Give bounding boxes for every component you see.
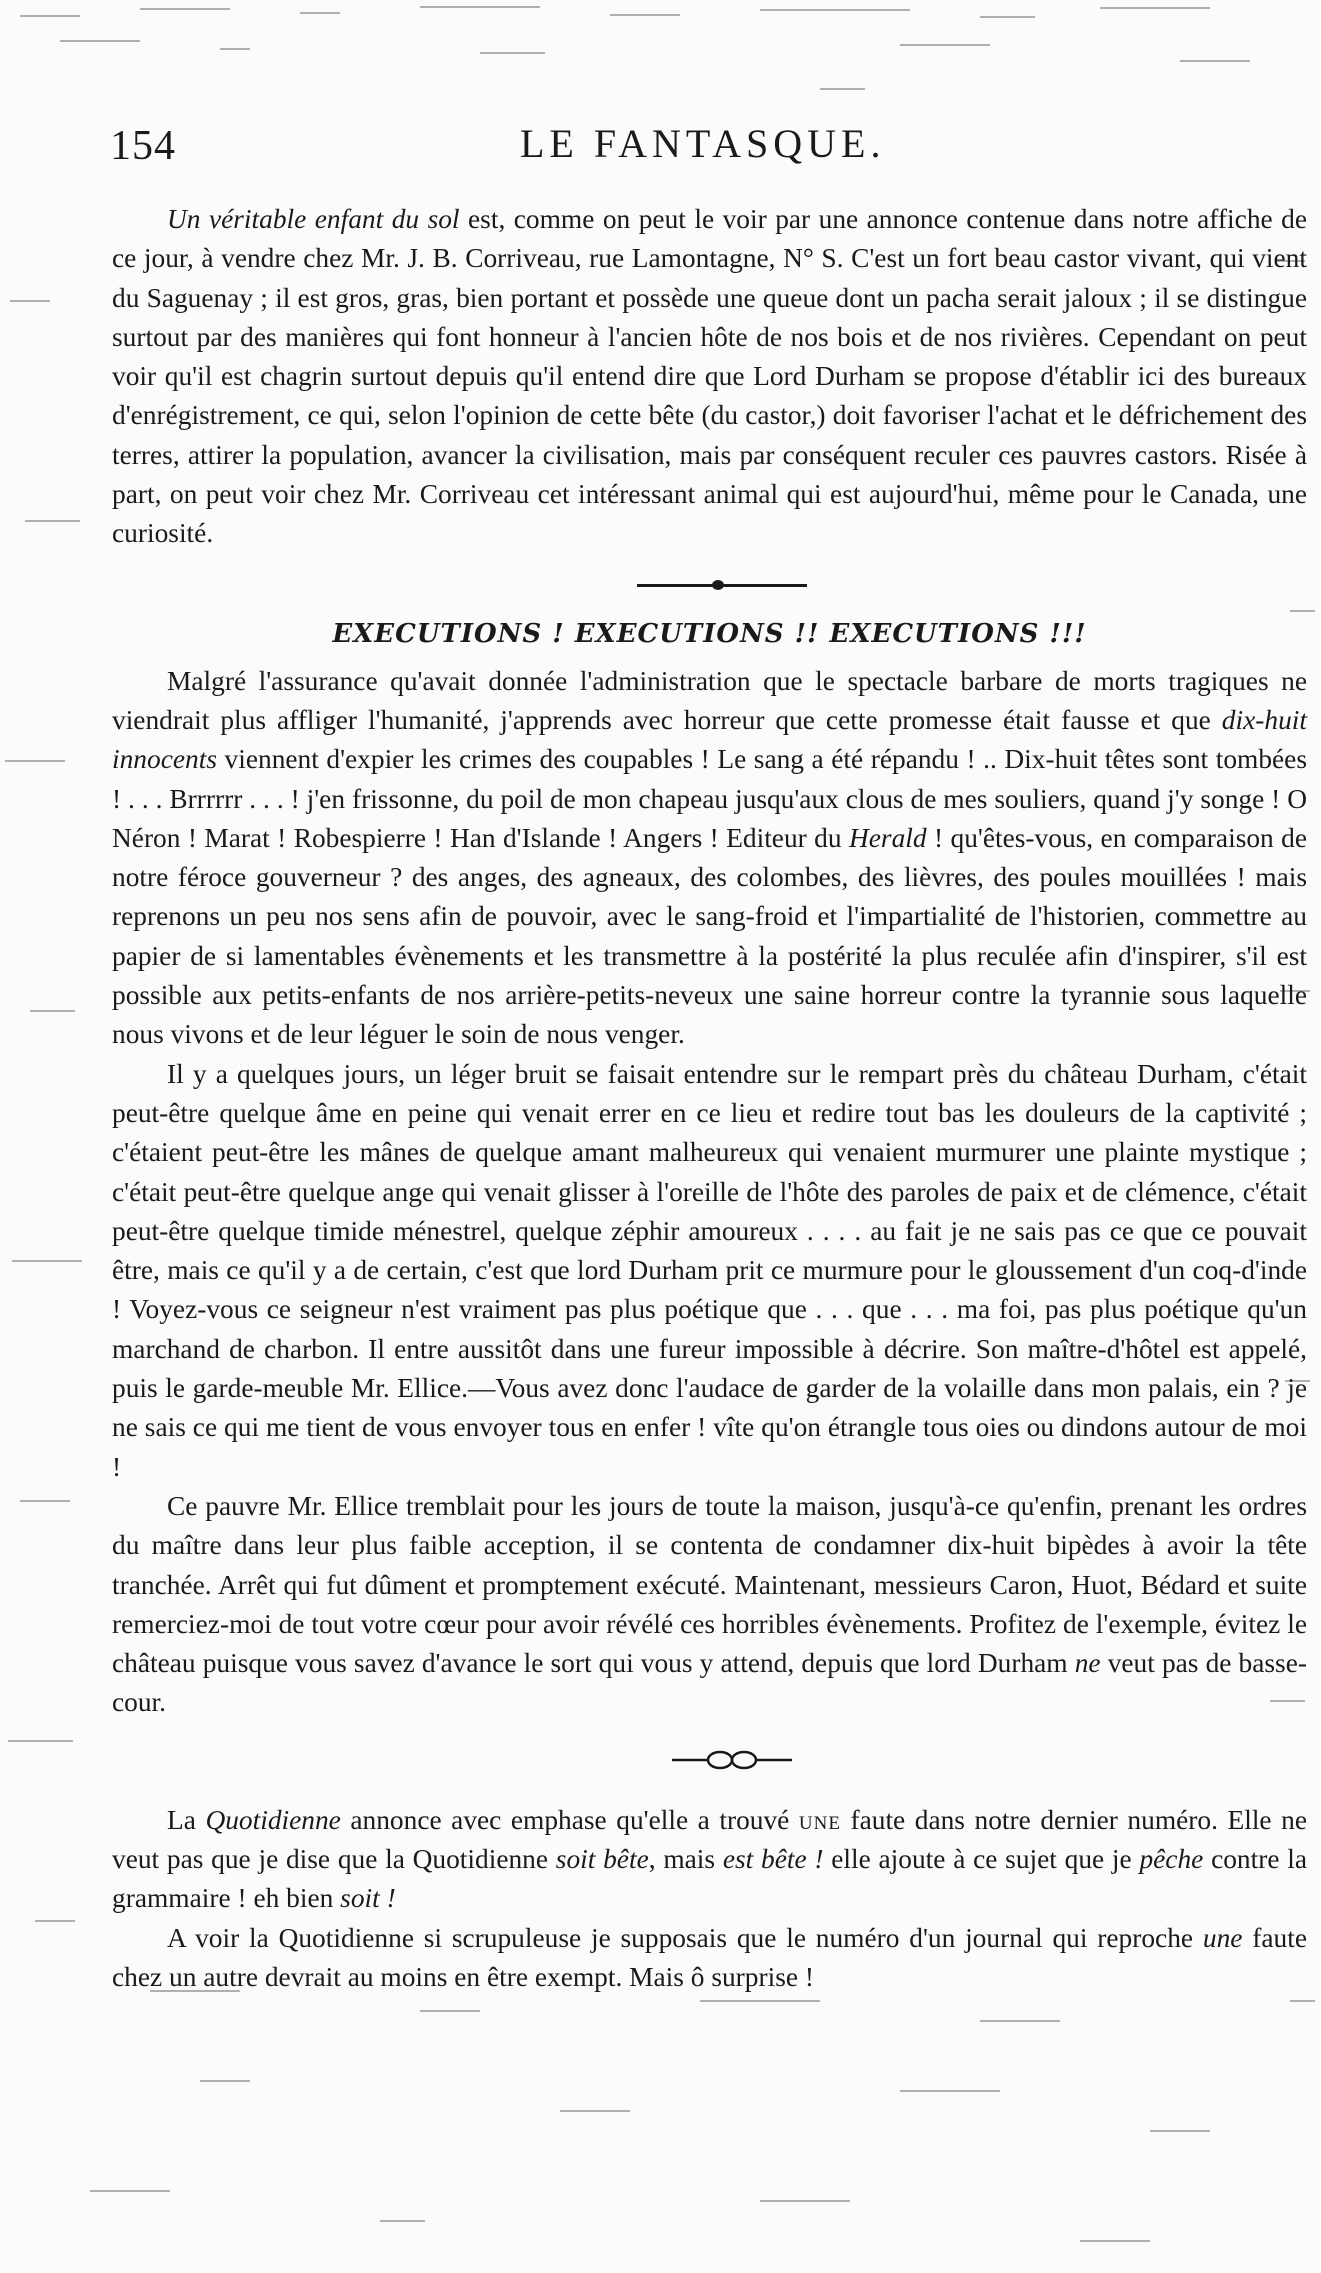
text-run: faute chez un autre devrait au moins en être exempt. Mais ô surprise ! (112, 1922, 1307, 1992)
executions-heading: EXECUTIONS ! EXECUTIONS !! EXECUTIONS !!! (332, 618, 1087, 649)
quotidienne-paragraph-1 (112, 1801, 1307, 1919)
emphasis-run: dix-huit innocents (112, 704, 1307, 775)
text-run: A voir la Quotidienne si scrupuleuse je supposais que le numéro d'un journal qui reproche (167, 1922, 1203, 1953)
emphasis-run: pêche (1139, 1843, 1204, 1874)
small-caps-run: une (798, 1804, 841, 1835)
text-run: Malgré l'assurance qu'avait donnée l'administration que le spectacle barbare de morts tragiques ne viendrait plus affliger l'humanité, j'apprends avec horreur que cette promesse était fausse et que (112, 665, 1307, 735)
text-run: elle ajoute à ce sujet que je (823, 1843, 1140, 1874)
text-run: ! qu'êtes-vous, en comparaison de notre féroce gouverneur ? des anges, des agneaux, des colombes, des lièvres, des poules mouillées ! mais reprenons un peu nos sens afin de pouvoir, avec le sang-froid et l'impartialité de l'historien, commettre au papier de si lamentables évènements et les transmettre à la postérité la plus reculée afin d'inspirer, s'il est possible aux petits-enfants de nos arrière-petits-neveux une saine horreur contre la tyrannie sous laquelle nous vivons et de leur léguer le soin de nous venger. (112, 822, 1307, 1050)
emphasis-run: Quotidienne (205, 1804, 341, 1835)
text-run: La (167, 1804, 206, 1835)
emphasis-run: soit bête (555, 1843, 649, 1874)
page-header (110, 120, 1220, 170)
text-run: contre la grammaire ! eh bien (112, 1843, 1308, 1914)
executions-paragraph-3 (112, 1487, 1307, 1723)
herald-title: Herald (848, 822, 927, 853)
article-castor-lead: Un véritable enfant du sol (167, 204, 460, 234)
executions-paragraph-2: Il y a quelques jours, un léger bruit se faisait entendre sur le rempart près du château Durham, c'était peut-être quelque âme en peine qui venait errer en ce lieu et redire tout bas les douleurs de la captivité ; c'étaient peut-être les mânes de quelque amant malheureux qui venaient murmurer une plainte mystique ; c'était peut-être quelque ange qui venait glisser à l'oreille de l'hôte des paroles de paix et de clémence, c'était peut-être quelque timide ménestrel, quelque zéphir amoureux . . . . au fait je ne sais pas ce que ce pouvait être, mais ce qu'il y a de certain, c'est que lord Durham prit ce murmure pour le gloussement d'un coq-d'inde ! Voyez-vous ce seigneur n'est vraiment pas plus poétique que . . . que . . . ma foi, pas plus poétique qu'un marchand de charbon. Il entre aussitôt dans une fureur impossible à décrire. Son maître-d'hôtel est appelé, puis le garde-meuble Mr. Ellice.—Vous avez donc l'audace de garder de la volaille dans mon palais, ein ? je ne sais ce qui me tient de vous envoyer tous en enfer ! vîte qu'on étrangle tous oies ou dindons autour de moi ! (112, 1058, 1307, 1482)
emphasis-run: soit ! (340, 1883, 396, 1914)
quotidienne-paragraph-2 (112, 1919, 1307, 1998)
article-castor-paragraph (112, 200, 1307, 554)
text-run: veut pas de basse-cour. (112, 1648, 1307, 1718)
running-title: LE FANTASQUE. (520, 121, 886, 166)
section-divider-line (112, 554, 1307, 616)
page-body (112, 200, 1307, 1997)
article-castor-text: est, comme on peut le voir par une annonce contenue dans notre affiche de ce jour, à vendre chez Mr. J. B. Corriveau, rue Lamontagne, N° S. C'est un fort beau castor vivant, qui vient du Saguenay ; il est gros, gras, bien portant et possède une queue dont un pacha serait jaloux ; il se distingue surtout par des manières qui font honneur à l'ancien hôte de nos bois et de nos rivières. Cependant on peut voir qu'il est chagrin surtout depuis qu'il entend dire que Lord Durham se propose d'établir ici des bureaux d'enrégistrement, ce qui, selon l'opinion de cette bête (du castor,) doit favoriser l'achat et le défrichement des terres, attirer la population, avancer la civilisation, mais par conséquent reculer ces pauvres castors. Risée à part, on peut voir chez Mr. Corriveau cet intéressant animal qui est aujourd'hui, même pour le Canada, une curiosité. (112, 204, 1307, 549)
text-run: faute dans notre dernier numéro. Elle ne veut pas que je dise que la Quotidienne (112, 1804, 1307, 1874)
text-run: Ce pauvre Mr. Ellice tremblait pour les jours de toute la maison, jusqu'à-ce qu'enfin, prenant les ordres du maître dans leur plus faible acception, il se contenta de condamner dix-huit bipèdes à avoir la tête tranchée. Arrêt qui fut dûment et promptement exécuté. Maintenant, messieurs Caron, Huot, Bédard et suite remerciez-moi de tout votre cœur pour avoir révélé ces horribles évènements. Profitez de l'exemple, évitez le château puisque vous savez d'avance le sort qui vous y attend, depuis que lord Durham (112, 1490, 1307, 1679)
section-divider-ornament (112, 1723, 1307, 1801)
emphasis-run: ne (1074, 1648, 1101, 1679)
ornament-icon (672, 1745, 792, 1775)
emphasis-run: une (1202, 1922, 1243, 1953)
text-run: viennent d'expier les crimes des coupables ! Le sang a été répandu ! .. Dix-huit têtes sont tombées ! . . . Brrrrrr . . . ! j'en frissonne, du poil de mon chapeau jusqu'aux clous de mes souliers, quand j'y songe ! O Néron ! Marat ! Robespierre ! Han d'Islande ! Angers ! Editeur du (112, 744, 1307, 853)
executions-paragraph-1 (112, 662, 1307, 1055)
text-run: , mais (648, 1843, 723, 1874)
text-run: annonce avec emphase qu'elle a trouvé (340, 1804, 799, 1835)
page-number: 154 (110, 123, 176, 169)
emphasis-run: est bête ! (722, 1843, 824, 1874)
